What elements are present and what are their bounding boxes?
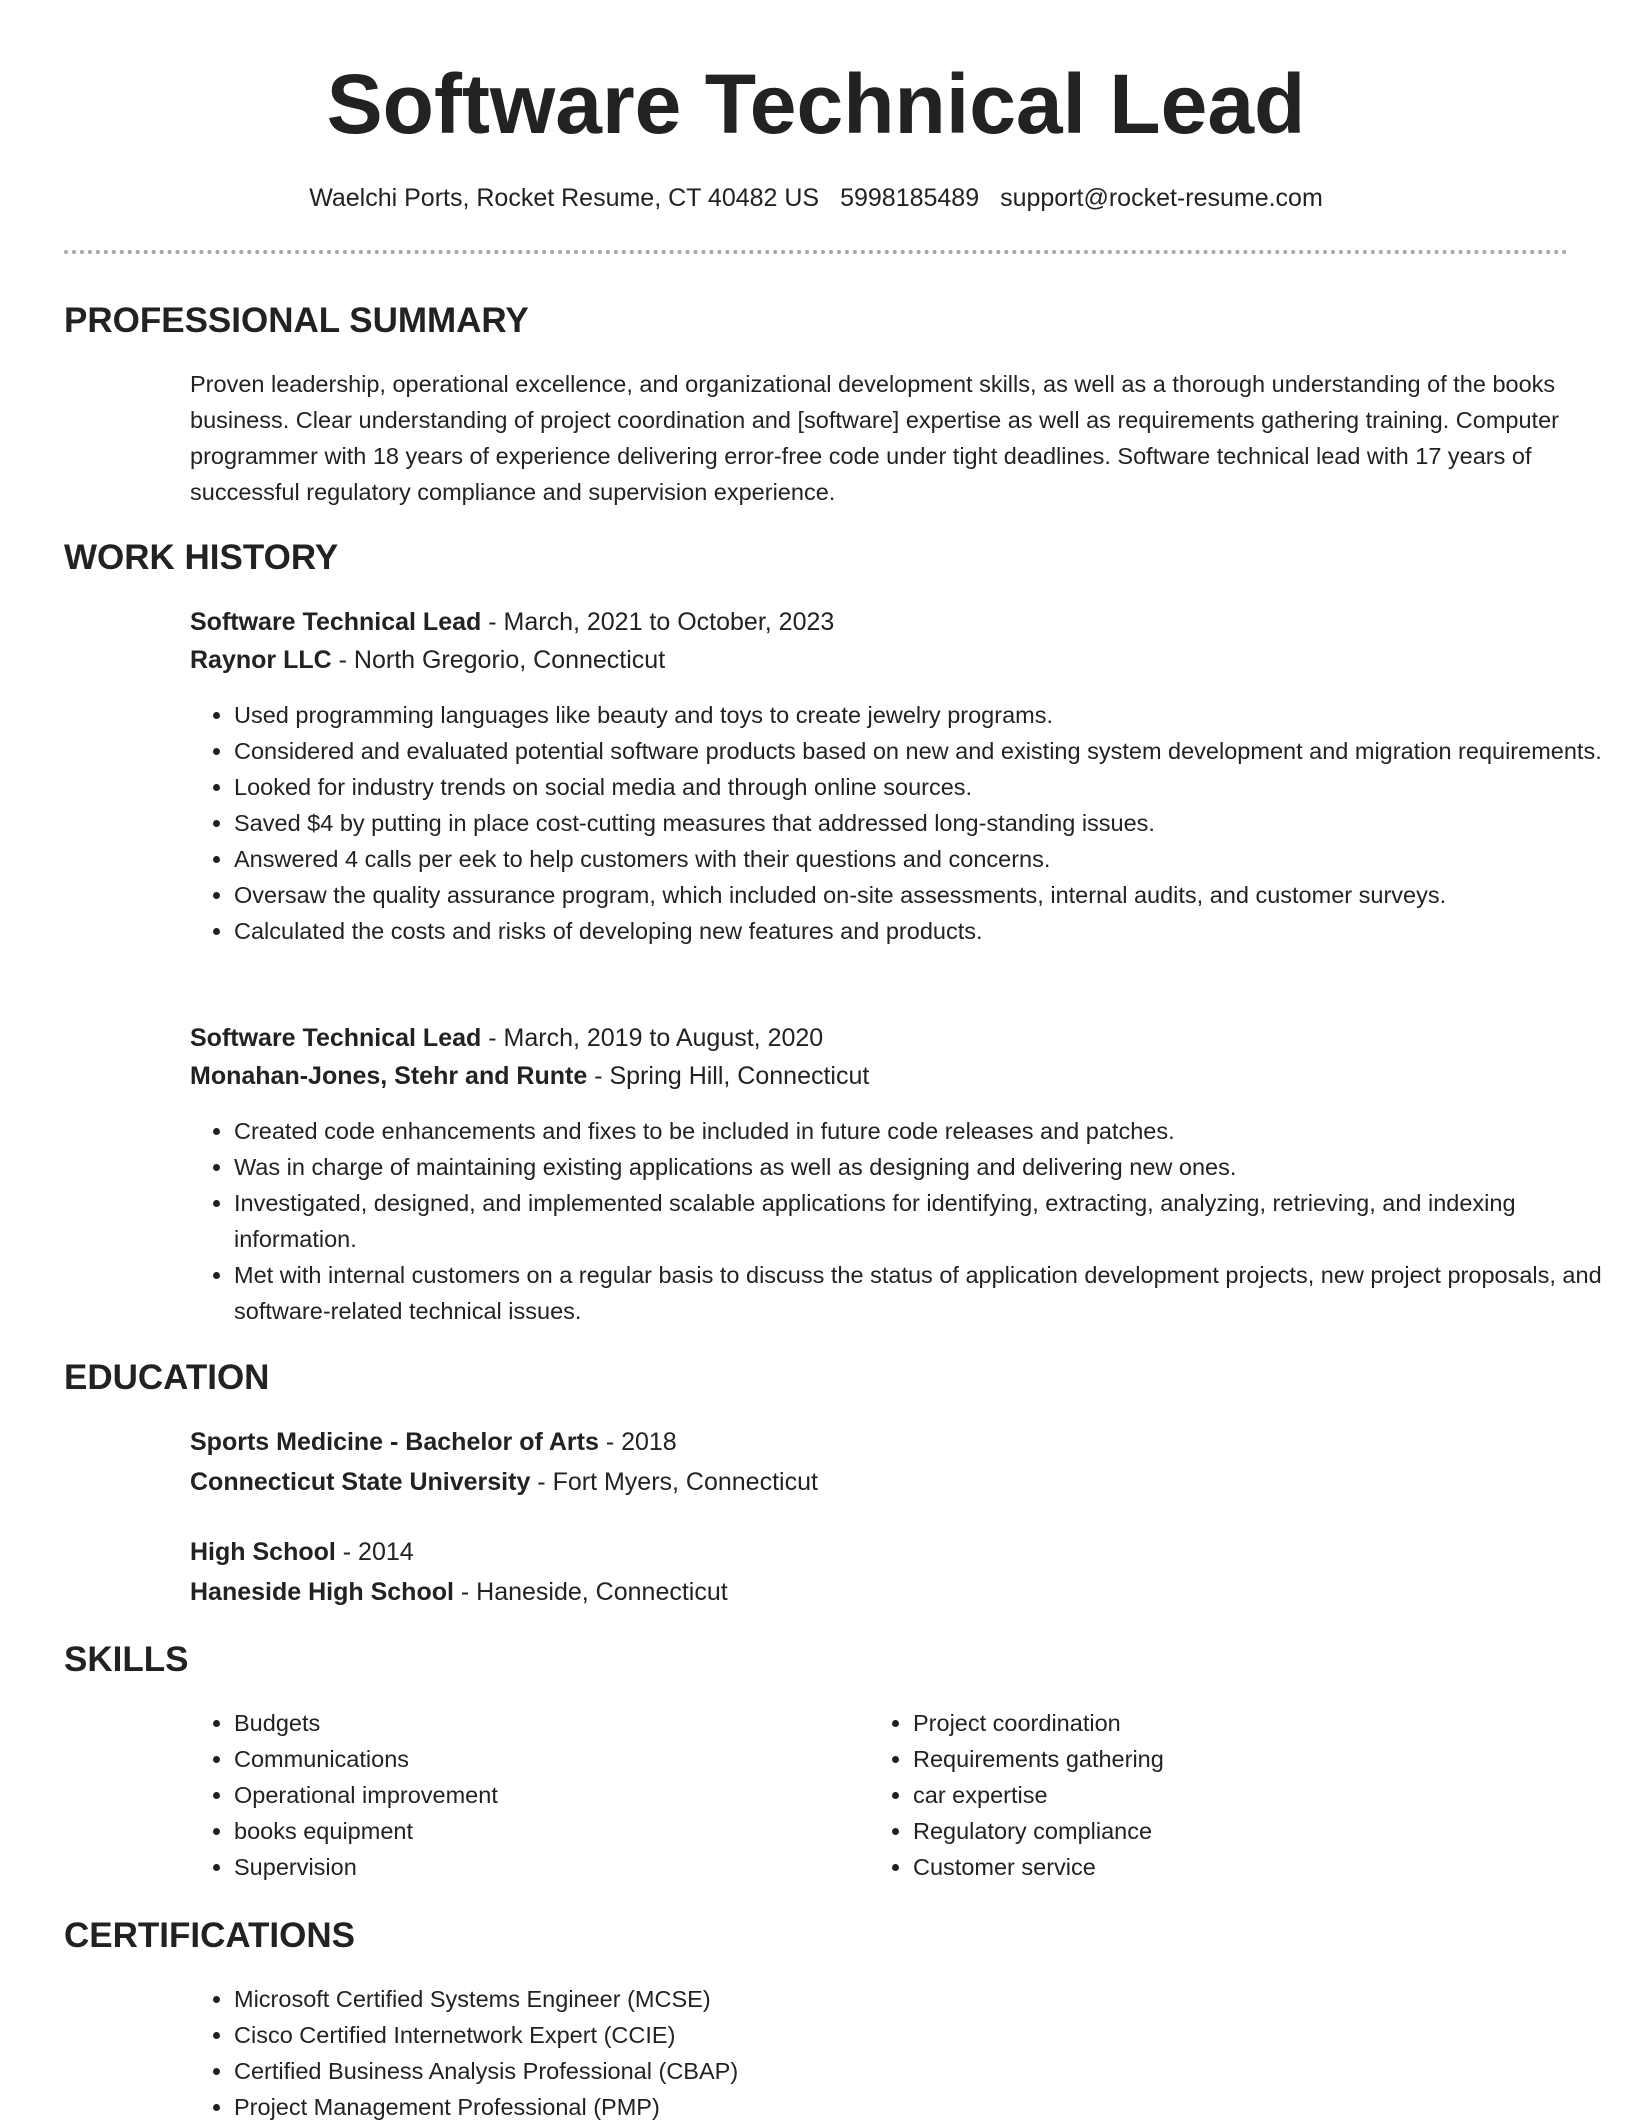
job-1-company-line [190,641,665,679]
education-2-degree: High School [190,1538,336,1566]
contact-email: support@rocket-resume.com [1000,184,1323,212]
list-item: • Saved $4 by putting in place cost-cutting measures that addressed long-standing issues. [234,805,1612,841]
education-2-degree-line [190,1533,414,1571]
list-item: • Communications [234,1741,864,1777]
education-heading: EDUCATION [64,1358,270,1397]
header-divider [64,250,1568,254]
list-item: • Considered and evaluated potential software products based on new and existing system development and migration requirements. [234,733,1612,769]
summary-text: Proven leadership, operational excellence, and organizational development skills, as well as a thorough understanding of the books business. Clear understanding of project coordination and [software] expertise as well as requirements gathering training. Computer programmer with 18 years of experience delivering error-free code under tight deadlines. Software technical lead with 17 years of successful regulatory compliance and supervision experience. [190,371,1559,505]
list-item: • Oversaw the quality assurance program, which included on-site assessments, internal audits, and customer surveys. [234,877,1612,913]
list-item: • Used programming languages like beauty and toys to create jewelry programs. [234,697,1612,733]
list-item: • Cisco Certified Internetwork Expert (CCIE) [234,2017,1612,2053]
list-item: • Customer service [913,1849,1613,1885]
education-1-school: Connecticut State University [190,1468,531,1496]
job-1-dates: - March, 2021 to October, 2023 [481,608,835,636]
education-1-school-line [190,1463,818,1501]
list-item: • Project Management Professional (PMP) [234,2089,1612,2125]
job-1-role: Software Technical Lead [190,608,482,636]
list-item: • Requirements gathering [913,1741,1613,1777]
list-item: • Microsoft Certified Systems Engineer (MCSE) [234,1981,1612,2017]
job-1-company: Raynor LLC [190,646,332,674]
education-1-degree-line [190,1423,677,1461]
education-2-school-line [190,1573,728,1611]
education-2-location: - Haneside, Connecticut [453,1578,728,1606]
list-item: • Budgets [234,1705,864,1741]
job-2-bullets [190,1113,1612,1329]
job-2-role: Software Technical Lead [190,1024,482,1052]
list-item: • Was in charge of maintaining existing applications as well as designing and delivering new ones. [234,1149,1612,1185]
list-item: • Regulatory compliance [913,1813,1613,1849]
list-item: • Created code enhancements and fixes to be included in future code releases and patches. [234,1113,1612,1149]
education-1-year: - 2018 [598,1428,677,1456]
job-2-location: - Spring Hill, Connecticut [587,1062,870,1090]
job-2-company: Monahan-Jones, Stehr and Runte [190,1062,588,1090]
list-item: • Looked for industry trends on social media and through online sources. [234,769,1612,805]
certifications-heading: CERTIFICATIONS [64,1916,356,1955]
job-2-company-line [190,1057,869,1095]
list-item: • Operational improvement [234,1777,864,1813]
list-item: • Project coordination [913,1705,1613,1741]
skills-heading: SKILLS [64,1640,189,1679]
skills-right-list [869,1705,1613,1885]
resume-name: Software Technical Lead [326,57,1306,151]
skills-left-list [190,1705,864,1885]
education-1-location: - Fort Myers, Connecticut [530,1468,818,1496]
job-1-bullets [190,697,1612,949]
education-2-year: - 2014 [335,1538,414,1566]
education-2-school: Haneside High School [190,1578,454,1606]
list-item: • Answered 4 calls per eek to help customers with their questions and concerns. [234,841,1612,877]
certifications-list [190,1981,1612,2125]
summary-heading: PROFESSIONAL SUMMARY [64,301,529,340]
list-item: • Calculated the costs and risks of developing new features and products. [234,913,1612,949]
job-1-title-line [190,603,834,641]
contact-address: Waelchi Ports, Rocket Resume, CT 40482 US [309,184,820,212]
contact-phone: 5998185489 [840,184,980,212]
job-1-location: - North Gregorio, Connecticut [331,646,666,674]
contact-line [0,180,1632,216]
job-2-title-line [190,1019,823,1057]
list-item: • Met with internal customers on a regular basis to discuss the status of application development projects, new project proposals, and software-related technical issues. [234,1257,1612,1329]
list-item: • books equipment [234,1813,864,1849]
education-1-degree: Sports Medicine - Bachelor of Arts [190,1428,599,1456]
job-2-dates: - March, 2019 to August, 2020 [481,1024,824,1052]
list-item: • car expertise [913,1777,1613,1813]
list-item: • Investigated, designed, and implemented scalable applications for identifying, extracting, analyzing, retrieving, and indexing information. [234,1185,1612,1257]
list-item: • Supervision [234,1849,864,1885]
work-history-heading: WORK HISTORY [64,538,339,577]
list-item: • Certified Business Analysis Professional (CBAP) [234,2053,1612,2089]
